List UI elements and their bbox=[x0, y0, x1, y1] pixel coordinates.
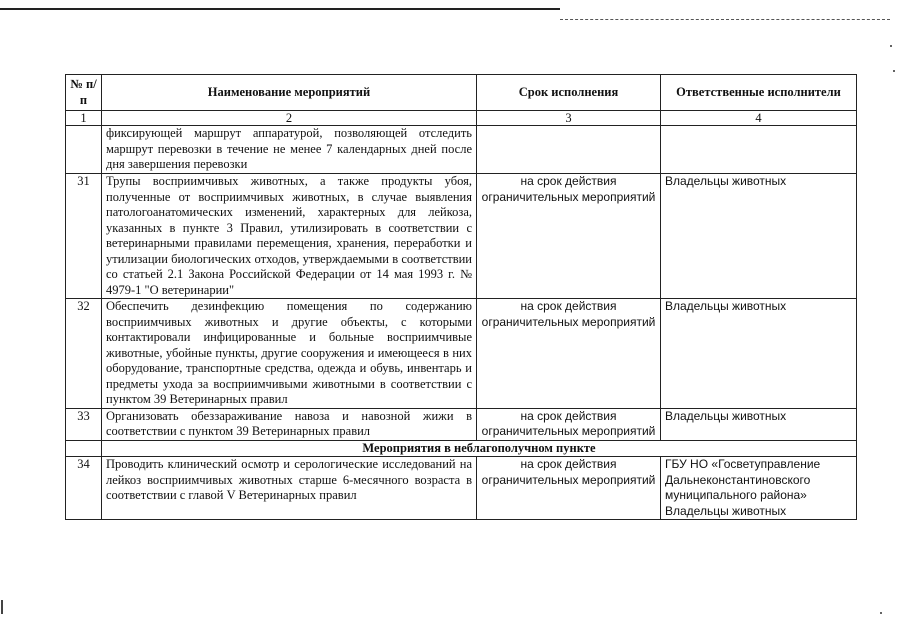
column-number: 2 bbox=[102, 111, 477, 126]
scan-speck bbox=[880, 612, 882, 614]
scan-margin-mark bbox=[1, 600, 3, 614]
row-number: 33 bbox=[66, 408, 102, 440]
row-responsible bbox=[661, 126, 857, 174]
row-measure: Трупы восприимчивых животных, а также продукты убоя, полученные от восприимчивых животных, в случае выявления патологоанатомических изменений, характерных для лейкоза, указанных в пункте 3 Правил, утилизировать в соответствии с ветеринарными правилами перемещения, хранения, переработки и утилизации биологических отходов, утверждаемыми в соответствии со статьей 2.1 Закона Российской Федерации от 14 мая 1993 г. № 4979-1 "О ветеринарии" bbox=[102, 174, 477, 299]
row-term: на срок действия ограничительных мероприятий bbox=[477, 174, 661, 299]
column-number: 1 bbox=[66, 111, 102, 126]
row-responsible: Владельцы животных bbox=[661, 408, 857, 440]
scan-speck bbox=[893, 70, 895, 72]
scan-speck bbox=[890, 45, 892, 47]
table-row bbox=[66, 174, 857, 299]
table-row bbox=[66, 408, 857, 440]
header-name: Наименование мероприятий bbox=[102, 75, 477, 111]
column-number-row bbox=[66, 111, 857, 126]
row-number: 31 bbox=[66, 174, 102, 299]
row-term bbox=[477, 126, 661, 174]
row-measure: Обеспечить дезинфекцию помещения по содержанию восприимчивых животных и другие объекты, с которыми контактировали инфицированные и больные восприимчивые животные, убойные пункты, другие сооружения и имеющееся в них оборудование, транспортные средства, одежда и обувь, инвентарь и предметы ухода за восприимчивыми животными в соответствии с пунктом 39 Ветеринарных правил bbox=[102, 299, 477, 409]
row-responsible: Владельцы животных bbox=[661, 174, 857, 299]
row-responsible: ГБУ НО «Госветуправление Дальнеконстантиновского муниципального района» Владельцы животных bbox=[661, 457, 857, 520]
row-number: 32 bbox=[66, 299, 102, 409]
header-num: № п/п bbox=[66, 75, 102, 111]
header-term: Срок исполнения bbox=[477, 75, 661, 111]
row-responsible: Владельцы животных bbox=[661, 299, 857, 409]
row-measure: Проводить клинический осмотр и серологические исследований на лейкоз восприимчивых животных старше 6-месячного возраста в соответствии с главой V Ветеринарных правил bbox=[102, 457, 477, 520]
column-number: 4 bbox=[661, 111, 857, 126]
row-measure: фиксирующей маршрут аппаратурой, позволяющей отследить маршрут перевозки в течение не менее 7 календарных дней после дня завершения перевозки bbox=[102, 126, 477, 174]
table-row bbox=[66, 299, 857, 409]
scan-top-dashed-line bbox=[560, 19, 890, 20]
table-header-row bbox=[66, 75, 857, 111]
section-title: Мероприятия в неблагополучном пункте bbox=[102, 440, 857, 457]
section-row bbox=[66, 440, 857, 457]
header-responsible: Ответственные исполнители bbox=[661, 75, 857, 111]
scan-top-line bbox=[0, 8, 560, 10]
row-measure: Организовать обеззараживание навоза и навозной жижи в соответствии с пунктом 39 Ветеринарных правил bbox=[102, 408, 477, 440]
row-number bbox=[66, 126, 102, 174]
row-term: на срок действия ограничительных мероприятий bbox=[477, 299, 661, 409]
column-number: 3 bbox=[477, 111, 661, 126]
table-row bbox=[66, 126, 857, 174]
section-empty-cell bbox=[66, 440, 102, 457]
row-term: на срок действия ограничительных мероприятий bbox=[477, 408, 661, 440]
measures-table bbox=[65, 74, 857, 520]
row-number: 34 bbox=[66, 457, 102, 520]
row-term: на срок действия ограничительных мероприятий bbox=[477, 457, 661, 520]
table-row bbox=[66, 457, 857, 520]
